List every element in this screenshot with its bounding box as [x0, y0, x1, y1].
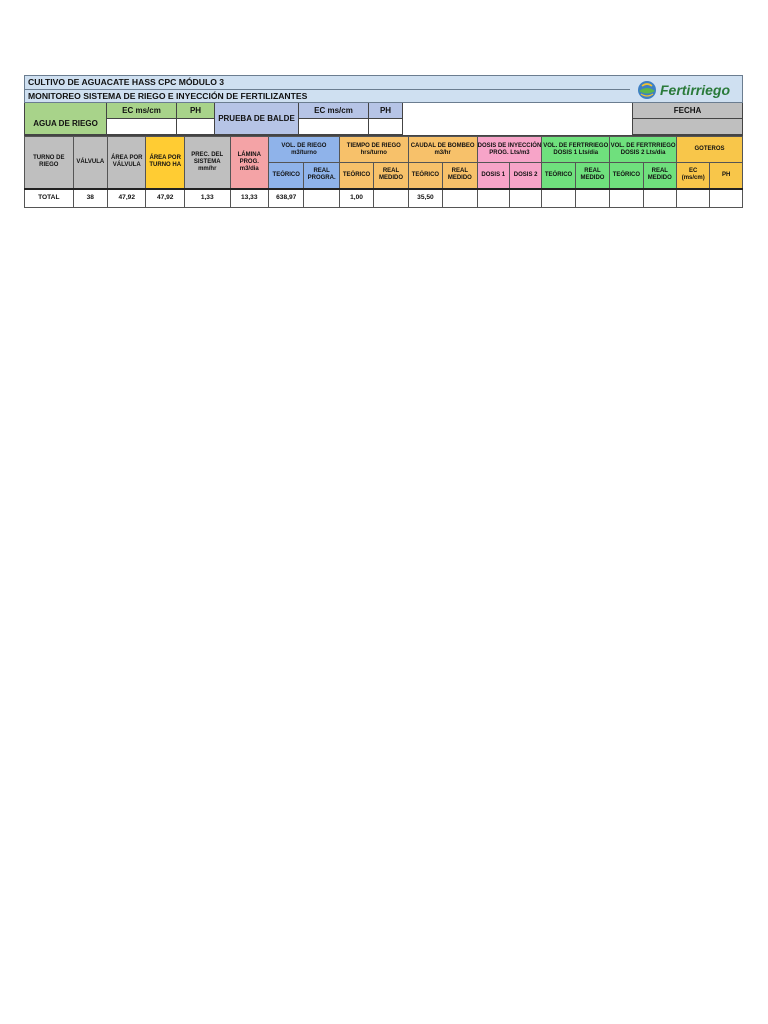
entry-cell[interactable] — [374, 189, 408, 208]
ph-label-2: PH — [369, 103, 403, 119]
sub-teorico-caudal: TEÓRICO — [408, 163, 442, 189]
title-block — [24, 75, 743, 103]
strip-blank — [403, 103, 633, 135]
sub-dosis2: DOSIS 2 — [509, 163, 541, 189]
table-head — [25, 137, 743, 189]
ec-label: EC ms/cm — [107, 103, 177, 119]
sheet-title: CULTIVO DE AGUACATE HASS CPC MÓDULO 3 — [28, 77, 225, 87]
header-caudal: CAUDAL DE BOMBEO m3/hr — [408, 137, 477, 163]
total-area-valvula: 47,92 — [108, 189, 146, 208]
fecha-value[interactable] — [633, 119, 742, 135]
sub-teorico-tiempo: TEÓRICO — [339, 163, 373, 189]
total-caudal: 35,50 — [408, 189, 442, 208]
total-label: TOTAL — [25, 189, 74, 208]
sub-real-prog: REAL PROGRA. — [304, 163, 339, 189]
fertirriego-logo — [636, 77, 730, 102]
ec-value[interactable] — [107, 119, 177, 135]
total-lamina: 13,33 — [230, 189, 268, 208]
entry-cell[interactable] — [575, 189, 609, 208]
header-valvula: VÁLVULA — [73, 137, 107, 189]
header-lamina: LÁMINA PROG. m3/dia — [230, 137, 268, 189]
irrigation-table — [24, 136, 743, 208]
total-prec: 1,33 — [184, 189, 230, 208]
sub-real-medido-caudal: REAL MEDIDO — [443, 163, 477, 189]
logo-wordmark: Fertirriego — [659, 81, 730, 98]
header-prec: PREC. DEL SISTEMA mm/hr — [184, 137, 230, 189]
sub-teorico-vol: TEÓRICO — [268, 163, 303, 189]
sub-dosis1: DOSIS 1 — [477, 163, 509, 189]
total-valvula: 38 — [73, 189, 107, 208]
entry-cell[interactable] — [509, 189, 541, 208]
entry-cell[interactable] — [477, 189, 509, 208]
header-vol-fert2: VOL. DE FERTRRIEGO DOSIS 2 Lts/dia — [610, 137, 677, 163]
agua-de-riego-label: AGUA DE RIEGO — [25, 112, 107, 135]
table-body — [25, 189, 743, 208]
sub-real-medido-fert1: REAL MEDIDO — [575, 163, 609, 189]
agua-de-riego-top — [25, 103, 107, 113]
total-area-turno: 47,92 — [146, 189, 184, 208]
total-row — [25, 189, 743, 208]
header-turno: TURNO DE RIEGO — [25, 137, 74, 189]
sub-real-medido-tiempo: REAL MEDIDO — [374, 163, 408, 189]
title-divider — [25, 89, 630, 90]
entry-cell[interactable] — [304, 189, 339, 208]
ec-value-2[interactable] — [299, 119, 369, 135]
header-tiempo-riego: TIEMPO DE RIEGO hrs/turno — [339, 137, 408, 163]
entry-cell[interactable] — [710, 189, 743, 208]
sub-real-medido-fert2: REAL MEDIDO — [643, 163, 676, 189]
header-area-valvula: ÁREA POR VÁLVULA — [108, 137, 146, 189]
ec-label-2: EC ms/cm — [299, 103, 369, 119]
ph-label: PH — [177, 103, 215, 119]
globe-leaf-icon — [636, 79, 658, 101]
ph-value[interactable] — [177, 119, 215, 135]
header-vol-riego: VOL. DE RIEGO m3/turno — [268, 137, 339, 163]
entry-cell[interactable] — [542, 189, 575, 208]
sub-ph-goteros: PH — [710, 163, 743, 189]
irrigation-sheet — [24, 75, 743, 208]
header-dosis-iny: DOSIS DE INYECCIÓN PROG. Lts/m3 — [477, 137, 542, 163]
fecha-label: FECHA — [633, 103, 742, 119]
total-vol: 638,97 — [268, 189, 303, 208]
sub-teorico-fert2: TEÓRICO — [610, 163, 643, 189]
total-tiempo: 1,00 — [339, 189, 373, 208]
entry-cell[interactable] — [610, 189, 643, 208]
header-goteros: GOTEROS — [677, 137, 743, 163]
header-vol-fert1: VOL. DE FERTRRIEGO DOSIS 1 Lts/dia — [542, 137, 610, 163]
sub-teorico-fert1: TEÓRICO — [542, 163, 575, 189]
header-area-turno: ÁREA POR TURNO HA — [146, 137, 184, 189]
water-test-strip — [24, 103, 743, 136]
entry-cell[interactable] — [677, 189, 710, 208]
prueba-de-balde-label: PRUEBA DE BALDE — [215, 103, 299, 135]
sheet-subtitle: MONITOREO SISTEMA DE RIEGO E INYECCIÓN DE FERTILIZANTES — [28, 91, 308, 101]
entry-cell[interactable] — [443, 189, 477, 208]
entry-cell[interactable] — [643, 189, 676, 208]
ph-value-2[interactable] — [369, 119, 403, 135]
sub-ec-goteros: EC (ms/cm) — [677, 163, 710, 189]
